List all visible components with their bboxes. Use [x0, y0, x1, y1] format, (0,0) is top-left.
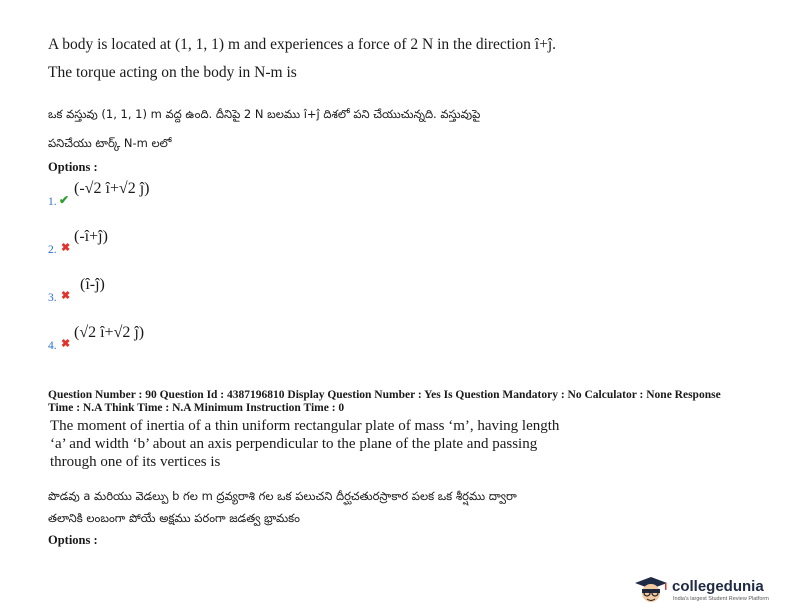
option-text: (-î+ĵ): [74, 228, 108, 245]
logo-name: collegedunia: [672, 578, 764, 595]
q2-options-label: Options :: [48, 533, 98, 547]
q2-telugu-line1: పొడవు a మరియు వెడల్పు b గల m ద్రవ్యరాశి గల ఒక పలుచని దీర్ఘచతురస్రాకార పలక ఒక శీర్షము ద్వారా: [48, 489, 517, 503]
q1-options-label: Options :: [48, 160, 98, 174]
q2-english-line1: The moment of inertia of a thin uniform rectangular plate of mass ‘m’, having length: [50, 418, 560, 434]
option-number: 3.: [48, 292, 57, 304]
q1-telugu-line2: పనిచేయు టార్క్ N-m లలో: [48, 136, 172, 150]
q1-english-line2: The torque acting on the body in N-m is: [48, 64, 297, 81]
option-text: (-√2 î+√2 ĵ): [74, 180, 150, 197]
option-number: 4.: [48, 340, 57, 352]
option-number: 2.: [48, 244, 57, 256]
logo-tagline: India's largest Student Review Platform: [673, 596, 769, 602]
q2-meta-line2: Time : N.A Think Time : N.A Minimum Instruction Time : 0: [48, 402, 345, 414]
incorrect-cross-icon: ✖: [61, 337, 71, 350]
q2-english-line3: through one of its vertices is: [50, 454, 221, 470]
q2-english-line2: ‘a’ and width ‘b’ about an axis perpendicular to the plane of the plate and passing: [50, 436, 538, 452]
collegedunia-logo: [632, 574, 782, 606]
option-text: (î-ĵ): [80, 276, 105, 293]
graduate-mascot-icon: [632, 576, 670, 604]
incorrect-cross-icon: ✖: [61, 289, 71, 302]
incorrect-cross-icon: ✖: [61, 241, 71, 254]
q2-telugu-line2: తలానికి లంబంగా పోయే అక్షము పరంగా జడత్వ భ్రామకం: [48, 511, 300, 525]
option-text: (√2 î+√2 ĵ): [74, 324, 145, 341]
option-number: 1.: [48, 196, 57, 208]
q1-english-line1: A body is located at (1, 1, 1) m and experiences a force of 2 N in the direction î+ĵ.: [48, 36, 557, 53]
q2-meta-line1: Question Number : 90 Question Id : 4387196810 Display Question Number : Yes Is Question Mandatory : No Calculator : None Response: [48, 389, 721, 401]
q1-telugu-line1: ఒక వస్తువు (1, 1, 1) m వద్ద ఉంది. దీనిపై 2 N బలము î+ĵ దిశలో పని చేయుచున్నది. వస్తువుపై: [48, 107, 481, 121]
correct-check-icon: ✔: [59, 193, 70, 207]
